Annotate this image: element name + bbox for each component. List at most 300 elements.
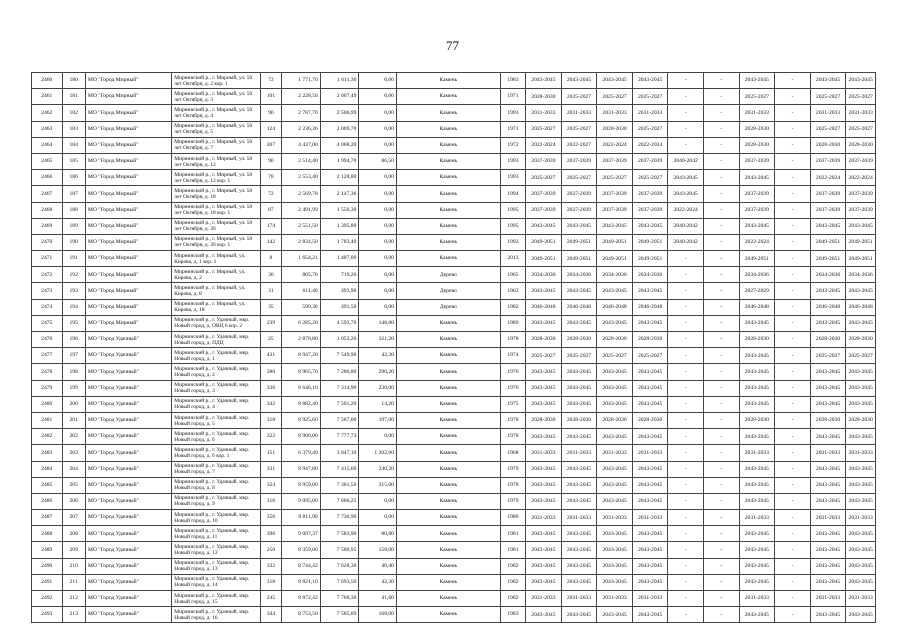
repair-period-cell: 2043-2045 [632, 429, 668, 445]
repair-period-cell: 2031-2033 [810, 591, 846, 607]
build-year-cell: 1993 [500, 153, 525, 169]
total-area-cell: 2 569,78 [282, 186, 321, 202]
row-number-cell: 2478 [32, 364, 63, 380]
nonresidential-area-cell: 14,20 [359, 396, 397, 412]
build-year-cell: 1995 [500, 202, 525, 218]
row-number-cell: 2485 [32, 477, 63, 493]
nonresidential-area-cell: 0,00 [359, 218, 397, 234]
wall-material-cell: Камень [396, 429, 500, 445]
repair-period-cell: 2025-2027 [810, 89, 846, 105]
row-number-cell: 2484 [32, 461, 63, 477]
house-index-cell: 202 [62, 429, 85, 445]
wall-material-cell: Камень [396, 218, 500, 234]
total-area-cell: 8 900,00 [282, 429, 321, 445]
row-number-cell: 2465 [32, 153, 63, 169]
repair-period-cell: 2043-2045 [739, 396, 775, 412]
repair-period-cell: - [704, 348, 740, 364]
repair-period-cell: 2046-2048 [810, 299, 846, 315]
repair-period-cell: 2031-2033 [739, 591, 775, 607]
address-cell: Мирнинский р., г. Удачный, мкр. Новый город, д. 4 [172, 396, 260, 412]
repair-period-cell: 2034-2036 [526, 267, 562, 283]
total-area-cell: 2 834,50 [282, 234, 321, 250]
repair-period-cell: 2043-2045 [597, 574, 633, 590]
address-cell: Мирнинский р., г. Мирный, ул. 50 лет Октября, д. 4 [172, 105, 260, 121]
wall-material-cell: Камень [396, 364, 500, 380]
repair-period-cell: 2025-2027 [632, 170, 668, 186]
repair-period-cell: - [704, 429, 740, 445]
nonresidential-area-cell: 86,50 [359, 153, 397, 169]
living-area-cell: 7 585,89 [320, 607, 359, 623]
repair-period-cell: 2037-2039 [597, 202, 633, 218]
table-row [32, 526, 876, 542]
repair-period-cell: 2043-2045 [597, 558, 633, 574]
house-index-cell: 188 [62, 202, 85, 218]
living-area-cell: 1 395,80 [320, 218, 359, 234]
table-row [32, 137, 876, 153]
house-index-cell: 186 [62, 170, 85, 186]
living-area-cell: 7 777,73 [320, 429, 359, 445]
repair-period-cell: 2031-2033 [632, 591, 668, 607]
municipality-cell: МО "Город Мирный" [85, 170, 171, 186]
living-area-cell: 4 068,20 [320, 137, 359, 153]
nonresidential-area-cell: 290,20 [359, 364, 397, 380]
address-cell: Мирнинский р., г. Удачный, мкр. Новый город, д. 8 [172, 477, 260, 493]
repair-period-cell: 2043-2045 [739, 429, 775, 445]
wall-material-cell: Камень [396, 574, 500, 590]
nonresidential-area-cell: 0,00 [359, 299, 397, 315]
apartments-cell: 87 [260, 202, 281, 218]
repair-period-cell: 2037-2039 [810, 153, 846, 169]
repair-period-cell: 2025-2027 [526, 170, 562, 186]
wall-material-cell: Камень [396, 396, 500, 412]
repair-period-cell: 2037-2039 [846, 202, 876, 218]
repair-period-cell: 2043-2045 [810, 73, 846, 89]
wall-material-cell: Камень [396, 251, 500, 267]
repair-period-cell: 2028-2030 [632, 412, 668, 428]
living-area-cell: 1 053,20 [320, 332, 359, 348]
living-area-cell: 2 506,99 [320, 105, 359, 121]
table-row [32, 412, 876, 428]
repair-period-cell: 2043-2045 [597, 542, 633, 558]
municipality-cell: МО "Город Мирный" [85, 283, 171, 299]
repair-period-cell: 2043-2045 [810, 364, 846, 380]
repair-period-cell: 2043-2045 [739, 461, 775, 477]
house-index-cell: 203 [62, 445, 85, 461]
row-number-cell: 2492 [32, 591, 63, 607]
row-number-cell: 2473 [32, 283, 63, 299]
repair-period-cell: - [668, 396, 704, 412]
row-number-cell: 2474 [32, 299, 63, 315]
repair-period-cell: - [668, 429, 704, 445]
repair-period-cell: 2034-2036 [597, 267, 633, 283]
house-index-cell: 199 [62, 380, 85, 396]
house-index-cell: 198 [62, 364, 85, 380]
repair-period-cell: 2043-2045 [810, 218, 846, 234]
living-area-cell: 1 994,70 [320, 153, 359, 169]
apartments-cell: 72 [260, 186, 281, 202]
total-area-cell: 611,40 [282, 283, 321, 299]
living-area-cell: 493,90 [320, 283, 359, 299]
repair-period-cell: 2025-2027 [846, 121, 876, 137]
repair-period-cell: 2025-2027 [810, 121, 846, 137]
municipality-cell: МО "Город Мирный" [85, 251, 171, 267]
nonresidential-area-cell: 0,00 [359, 429, 397, 445]
repair-period-cell: 2022-2027 [561, 137, 597, 153]
repair-period-cell: 2043-2045 [597, 315, 633, 331]
wall-material-cell: Камень [396, 202, 500, 218]
repair-period-cell: 2028-2030 [526, 412, 562, 428]
repair-period-cell: 2031-2033 [526, 105, 562, 121]
repair-period-cell: 2049-2051 [632, 251, 668, 267]
apartments-cell: 331 [260, 461, 281, 477]
apartments-cell: 30 [260, 267, 281, 283]
wall-material-cell: Камень [396, 170, 500, 186]
repair-period-cell: - [704, 542, 740, 558]
address-cell: Мирнинский р., г. Удачный, мкр. Новый город, д. 5 [172, 412, 260, 428]
repair-period-cell: - [775, 218, 811, 234]
repair-period-cell: 2043-2045 [597, 73, 633, 89]
table-row [32, 218, 876, 234]
living-area-cell: 7 768,30 [320, 591, 359, 607]
table-row [32, 153, 876, 169]
repair-period-cell: - [704, 121, 740, 137]
repair-period-cell: 2031-2033 [561, 591, 597, 607]
apartments-cell: 396 [260, 526, 281, 542]
repair-period-cell: 2043-2045 [561, 558, 597, 574]
municipality-cell: МО "Город Мирный" [85, 186, 171, 202]
repair-period-cell: 2025-2027 [597, 89, 633, 105]
wall-material-cell: Камень [396, 510, 500, 526]
table-row [32, 267, 876, 283]
municipality-cell: МО "Город Мирный" [85, 267, 171, 283]
nonresidential-area-cell: 80,80 [359, 526, 397, 542]
wall-material-cell: Камень [396, 73, 500, 89]
repair-period-cell: 2031-2033 [632, 105, 668, 121]
total-area-cell: 8 959,00 [282, 477, 321, 493]
house-index-cell: 195 [62, 315, 85, 331]
total-area-cell: 2 236,36 [282, 121, 321, 137]
repair-period-cell: 2043-2045 [632, 73, 668, 89]
repair-period-cell: 2043-2045 [810, 526, 846, 542]
repair-period-cell: - [704, 526, 740, 542]
build-year-cell: 1971 [500, 121, 525, 137]
municipality-cell: МО "Город Мирный" [85, 234, 171, 250]
table-row [32, 558, 876, 574]
repair-period-cell: 2043-2045 [561, 380, 597, 396]
repair-period-cell: 2025-2027 [561, 170, 597, 186]
address-cell: Мирнинский р., г. Мирный, ул. 50 лет Октября, д. 3 [172, 89, 260, 105]
address-cell: Мирнинский р., г. Мирный, ул. 50 лет Октября, д. 18 кор. 1 [172, 202, 260, 218]
repair-period-cell: 2037-2039 [632, 153, 668, 169]
table-row [32, 234, 876, 250]
repair-period-cell: 2043-2045 [561, 218, 597, 234]
apartments-cell: 142 [260, 234, 281, 250]
repair-period-cell: 2031-2033 [526, 510, 562, 526]
address-cell: Мирнинский р., г. Мирный, ул. 50 лет Октября, д. 7 [172, 137, 260, 153]
repair-period-cell: 2043-2045 [597, 607, 633, 623]
house-index-cell: 194 [62, 299, 85, 315]
repair-period-cell: 2031-2033 [810, 445, 846, 461]
address-cell: Мирнинский р., г. Удачный, мкр. Новый город, д. 11 [172, 526, 260, 542]
repair-period-cell: 2037-2039 [810, 186, 846, 202]
nonresidential-area-cell: 0,00 [359, 73, 397, 89]
repair-period-cell: 2043-2045 [846, 607, 876, 623]
repair-period-cell: 2043-2045 [739, 477, 775, 493]
repair-period-cell: - [775, 607, 811, 623]
repair-period-cell: 2043-2045 [810, 574, 846, 590]
repair-period-cell: 2043-2045 [526, 218, 562, 234]
wall-material-cell: Камень [396, 380, 500, 396]
repair-period-cell: 2049-2051 [846, 251, 876, 267]
house-index-cell: 184 [62, 137, 85, 153]
house-index-cell: 205 [62, 477, 85, 493]
repair-period-cell: 2043-2045 [739, 380, 775, 396]
row-number-cell: 2491 [32, 574, 63, 590]
address-cell: Мирнинский р., г. Удачный, мкр. Новый город, д. 2 [172, 364, 260, 380]
living-area-cell: 719,20 [320, 267, 359, 283]
repair-period-cell: - [668, 542, 704, 558]
municipality-cell: МО "Город Мирный" [85, 315, 171, 331]
repair-period-cell: 2022-2024 [668, 202, 704, 218]
table-row [32, 429, 876, 445]
row-number-cell: 2468 [32, 202, 63, 218]
repair-period-cell: 2043-2045 [739, 526, 775, 542]
build-year-cell: 1978 [500, 412, 525, 428]
repair-period-cell: 2043-2045 [526, 542, 562, 558]
build-year-cell: 1978 [500, 429, 525, 445]
repair-period-cell: - [775, 396, 811, 412]
repair-period-cell: 2022-2024 [810, 170, 846, 186]
repair-period-cell: - [704, 493, 740, 509]
living-area-cell: 7 501,20 [320, 396, 359, 412]
build-year-cell: 1982 [500, 574, 525, 590]
repair-period-cell: 2037-2039 [846, 153, 876, 169]
repair-period-cell: 2025-2027 [739, 89, 775, 105]
build-year-cell: 1995 [500, 218, 525, 234]
repair-period-cell: - [775, 526, 811, 542]
repair-period-cell: 2043-2045 [810, 542, 846, 558]
build-year-cell: 1963 [500, 283, 525, 299]
repair-period-cell: 2037-2039 [739, 153, 775, 169]
repair-period-cell: 2037-2039 [526, 186, 562, 202]
repair-period-cell: 2043-2045 [632, 526, 668, 542]
address-cell: Мирнинский р., г. Удачный, мкр. Новый город, д. 9 [172, 493, 260, 509]
table-row [32, 364, 876, 380]
nonresidential-area-cell: 42,30 [359, 574, 397, 590]
repair-period-cell: 2025-2027 [632, 89, 668, 105]
apartments-cell: 336 [260, 380, 281, 396]
repair-period-cell: - [704, 234, 740, 250]
build-year-cell: 1978 [500, 477, 525, 493]
repair-period-cell: - [775, 461, 811, 477]
living-area-cell: 3 847,10 [320, 445, 359, 461]
wall-material-cell: Камень [396, 153, 500, 169]
municipality-cell: МО "Город Мирный" [85, 153, 171, 169]
repair-period-cell: 2043-2045 [846, 429, 876, 445]
repair-period-cell: 2049-2051 [561, 234, 597, 250]
repair-period-cell: - [775, 364, 811, 380]
repair-period-cell: - [775, 429, 811, 445]
repair-period-cell: - [775, 558, 811, 574]
table-row [32, 73, 876, 89]
repair-period-cell: 2043-2045 [597, 283, 633, 299]
repair-period-cell: - [704, 105, 740, 121]
repair-period-cell: 2031-2033 [846, 510, 876, 526]
repair-period-cell: 2028-2030 [810, 412, 846, 428]
apartments-cell: 380 [260, 364, 281, 380]
table-row [32, 493, 876, 509]
total-area-cell: 8 646,10 [282, 380, 321, 396]
repair-period-cell: - [668, 73, 704, 89]
apartments-cell: 96 [260, 105, 281, 121]
repair-period-cell: 2034-2036 [810, 267, 846, 283]
nonresidential-area-cell: 0,00 [359, 170, 397, 186]
repair-period-cell: 2025-2027 [561, 121, 597, 137]
table-row [32, 105, 876, 121]
table-row [32, 315, 876, 331]
total-area-cell: 8 965,70 [282, 364, 321, 380]
repair-period-cell: 2037-2039 [632, 186, 668, 202]
repair-period-cell: 2043-2045 [526, 558, 562, 574]
repair-period-cell: - [775, 574, 811, 590]
total-area-cell: 8 947,20 [282, 348, 321, 364]
repair-period-cell: 2031-2033 [597, 445, 633, 461]
row-number-cell: 2479 [32, 380, 63, 396]
repair-period-cell: - [668, 315, 704, 331]
repair-period-cell: - [775, 542, 811, 558]
repair-period-cell: 2022-2024 [526, 137, 562, 153]
repair-period-cell: - [704, 299, 740, 315]
repair-period-cell: - [704, 73, 740, 89]
total-area-cell: 4 437,00 [282, 137, 321, 153]
repair-period-cell: - [775, 380, 811, 396]
repair-period-cell: 2049-2051 [810, 234, 846, 250]
repair-period-cell: - [704, 251, 740, 267]
repair-period-cell: 2037-2039 [739, 202, 775, 218]
repair-period-cell: 2043-2045 [597, 218, 633, 234]
living-area-cell: 1 611,30 [320, 73, 359, 89]
house-index-cell: 185 [62, 153, 85, 169]
repair-period-cell: - [775, 412, 811, 428]
repair-period-cell: 2046-2048 [632, 299, 668, 315]
row-number-cell: 2486 [32, 493, 63, 509]
repair-period-cell: 2043-2045 [597, 461, 633, 477]
total-area-cell: 8 947,80 [282, 461, 321, 477]
house-index-cell: 204 [62, 461, 85, 477]
repair-period-cell: 2043-2045 [561, 493, 597, 509]
repair-period-cell: 2043-2045 [846, 477, 876, 493]
total-area-cell: 8 872,42 [282, 591, 321, 607]
house-index-cell: 211 [62, 574, 85, 590]
table-row [32, 89, 876, 105]
house-index-cell: 183 [62, 121, 85, 137]
table-row [32, 542, 876, 558]
total-area-cell: 2 514,40 [282, 153, 321, 169]
table-row [32, 299, 876, 315]
build-year-cell: 1982 [500, 591, 525, 607]
repair-period-cell: 2034-2036 [632, 267, 668, 283]
address-cell: Мирнинский р., г. Удачный, мкр. Новый город, д. ПДЦ [172, 332, 260, 348]
repair-period-cell: - [704, 153, 740, 169]
repair-period-cell: 2043-2045 [810, 607, 846, 623]
repair-period-cell: - [704, 137, 740, 153]
repair-period-cell: 2028-2030 [846, 137, 876, 153]
total-area-cell: 9 095,00 [282, 493, 321, 509]
repair-period-cell: 2028-2030 [810, 332, 846, 348]
row-number-cell: 2490 [32, 558, 63, 574]
house-index-cell: 208 [62, 526, 85, 542]
repair-period-cell: 2028-2030 [526, 89, 562, 105]
repair-period-cell: - [775, 477, 811, 493]
repair-period-cell: - [775, 105, 811, 121]
row-number-cell: 2471 [32, 251, 63, 267]
wall-material-cell: Камень [396, 477, 500, 493]
repair-period-cell: 2040-2042 [668, 218, 704, 234]
repair-period-cell: 2046-2048 [739, 299, 775, 315]
row-number-cell: 2470 [32, 234, 63, 250]
table-row [32, 477, 876, 493]
row-number-cell: 2461 [32, 89, 63, 105]
repair-period-cell: - [668, 477, 704, 493]
total-area-cell: 2 228,50 [282, 89, 321, 105]
address-cell: Мирнинский р., г. Удачный, мкр. Новый город, д. 3 [172, 380, 260, 396]
repair-period-cell: 2043-2045 [526, 315, 562, 331]
municipality-cell: МО "Город Мирный" [85, 73, 171, 89]
nonresidential-area-cell: 40,40 [359, 558, 397, 574]
living-area-cell: 7 666,25 [320, 493, 359, 509]
build-year-cell: 1982 [500, 299, 525, 315]
repair-period-cell: 2031-2033 [739, 510, 775, 526]
repair-period-cell: 2043-2045 [846, 493, 876, 509]
wall-material-cell: Камень [396, 542, 500, 558]
repair-period-cell: 2043-2045 [561, 477, 597, 493]
repair-period-cell: 2043-2045 [810, 493, 846, 509]
repair-period-cell: - [775, 510, 811, 526]
wall-material-cell: Камень [396, 105, 500, 121]
total-area-cell: 1 771,70 [282, 73, 321, 89]
repair-period-cell: 2037-2039 [561, 153, 597, 169]
repair-period-cell: 2028-2030 [846, 412, 876, 428]
table-row [32, 332, 876, 348]
repair-period-cell: 2043-2045 [526, 364, 562, 380]
build-year-cell: 1993 [500, 170, 525, 186]
address-cell: Мирнинский р., г. Удачный, мкр. Новый город, д. 13 [172, 558, 260, 574]
living-area-cell: 7 583,90 [320, 526, 359, 542]
repair-period-cell: 2034-2036 [561, 267, 597, 283]
wall-material-cell: Камень [396, 445, 500, 461]
apartments-cell: 35 [260, 299, 281, 315]
repair-period-cell: - [775, 121, 811, 137]
nonresidential-area-cell: 0,00 [359, 283, 397, 299]
repair-period-cell: - [704, 332, 740, 348]
repair-period-cell: 2043-2045 [526, 477, 562, 493]
house-index-cell: 190 [62, 234, 85, 250]
repair-period-cell: 2037-2039 [597, 153, 633, 169]
repair-period-cell: 2031-2033 [810, 510, 846, 526]
repair-period-cell: - [668, 251, 704, 267]
row-number-cell: 2477 [32, 348, 63, 364]
repair-period-cell: 2046-2048 [846, 299, 876, 315]
repair-period-cell: 2043-2045 [846, 283, 876, 299]
address-cell: Мирнинский р., г. Мирный, ул. Кирова, д. 1 кор. 1 [172, 251, 260, 267]
address-cell: Мирнинский р., г. Мирный, ул. 50 лет Октября, д. 26 [172, 218, 260, 234]
repair-period-cell: 2028-2030 [739, 137, 775, 153]
repair-period-cell: 2043-2045 [810, 283, 846, 299]
repair-period-cell: - [704, 445, 740, 461]
living-area-cell: 491,50 [320, 299, 359, 315]
build-year-cell: 1982 [500, 558, 525, 574]
repair-period-cell: 2022-2024 [632, 137, 668, 153]
